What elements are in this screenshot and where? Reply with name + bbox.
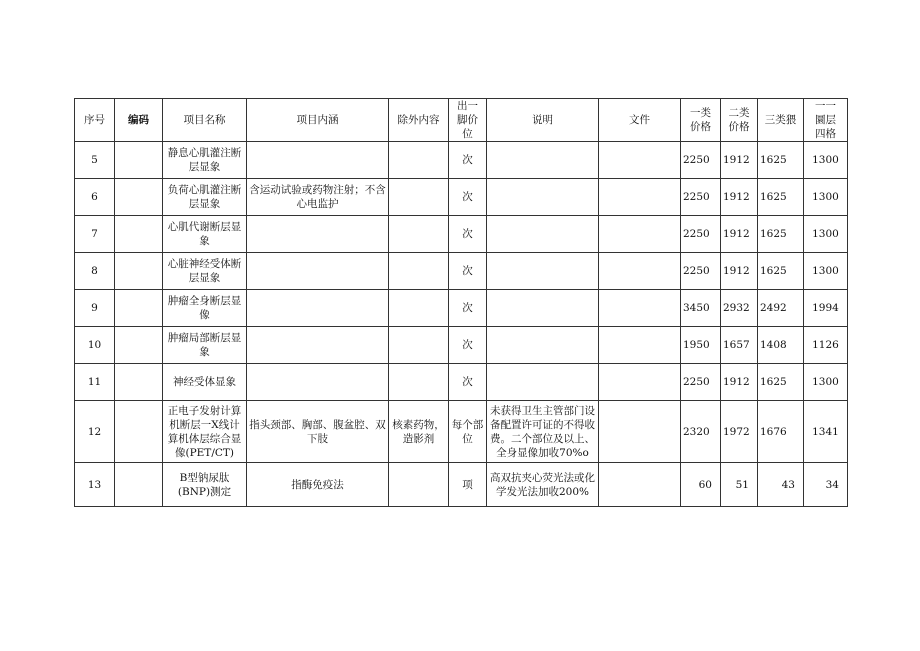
row-desc [487, 179, 599, 216]
row-seq: 10 [75, 327, 115, 364]
row-doc [599, 142, 681, 179]
row-doc [599, 463, 681, 507]
header-price-2: 二类 价格 [721, 99, 758, 142]
row-content [247, 327, 389, 364]
row-price-4: 1341 [804, 401, 848, 463]
row-price-1: 3450 [681, 290, 721, 327]
row-content: 含运动试验或药物注射；不含心电监护 [247, 179, 389, 216]
header-content: 项目内涵 [247, 99, 389, 142]
row-price-3: 1625 [758, 179, 804, 216]
row-price-2: 51 [721, 463, 758, 507]
row-code [115, 290, 163, 327]
row-price-1: 2250 [681, 179, 721, 216]
row-excluded [389, 364, 449, 401]
row-code [115, 253, 163, 290]
row-excluded [389, 253, 449, 290]
row-doc [599, 364, 681, 401]
row-unit: 次 [449, 290, 487, 327]
table-row [75, 216, 848, 253]
row-price-2: 1657 [721, 327, 758, 364]
row-price-3: 1625 [758, 364, 804, 401]
row-price-4: 1300 [804, 253, 848, 290]
row-excluded [389, 216, 449, 253]
row-content: 指酶免疫法 [247, 463, 389, 507]
row-unit: 项 [449, 463, 487, 507]
row-desc [487, 142, 599, 179]
row-excluded [389, 142, 449, 179]
row-price-4: 1300 [804, 142, 848, 179]
row-seq: 5 [75, 142, 115, 179]
row-code [115, 216, 163, 253]
price-table [74, 98, 848, 507]
table-row [75, 327, 848, 364]
row-price-4: 1300 [804, 364, 848, 401]
row-price-4: 1126 [804, 327, 848, 364]
row-content [247, 142, 389, 179]
row-content [247, 364, 389, 401]
row-doc [599, 216, 681, 253]
header-price-1: 一类 价格 [681, 99, 721, 142]
row-code [115, 463, 163, 507]
row-price-4: 1300 [804, 179, 848, 216]
row-doc [599, 327, 681, 364]
row-price-3: 43 [758, 463, 804, 507]
row-content [247, 290, 389, 327]
header-unit: 出一 脚价 位 [449, 99, 487, 142]
table-row [75, 463, 848, 507]
row-name: 静息心肌灌注断层显象 [163, 142, 247, 179]
row-price-1: 2250 [681, 216, 721, 253]
row-seq: 12 [75, 401, 115, 463]
table-row [75, 401, 848, 463]
row-price-1: 60 [681, 463, 721, 507]
row-code [115, 142, 163, 179]
row-excluded [389, 463, 449, 507]
row-price-1: 2250 [681, 253, 721, 290]
row-price-3: 1625 [758, 142, 804, 179]
row-desc [487, 216, 599, 253]
row-unit: 次 [449, 179, 487, 216]
header-excluded: 除外内容 [389, 99, 449, 142]
header-code: 编码 [115, 99, 163, 142]
row-desc [487, 290, 599, 327]
row-desc [487, 253, 599, 290]
row-price-2: 1912 [721, 216, 758, 253]
row-price-1: 1950 [681, 327, 721, 364]
row-doc [599, 253, 681, 290]
row-doc [599, 401, 681, 463]
row-name: 神经受体显象 [163, 364, 247, 401]
header-row [75, 99, 848, 142]
row-name: 负荷心肌灌注断层显象 [163, 179, 247, 216]
row-name: 正电子发射计算机断层一X线计算机体层综合显像(PET/CT) [163, 401, 247, 463]
row-content [247, 216, 389, 253]
row-desc: 未获得卫生主管部门设备配置许可证的不得收费。二个部位及以上、全身显像加收70%o [487, 401, 599, 463]
row-seq: 8 [75, 253, 115, 290]
row-unit: 次 [449, 142, 487, 179]
row-code [115, 327, 163, 364]
row-desc [487, 327, 599, 364]
row-price-3: 1676 [758, 401, 804, 463]
row-name: 肿瘤局部断层显象 [163, 327, 247, 364]
row-unit: 次 [449, 327, 487, 364]
row-name: 肿瘤全身断层显像 [163, 290, 247, 327]
row-seq: 9 [75, 290, 115, 327]
row-seq: 7 [75, 216, 115, 253]
table-row [75, 290, 848, 327]
row-price-4: 34 [804, 463, 848, 507]
row-excluded: 核素药物，造影剂 [389, 401, 449, 463]
row-price-1: 2250 [681, 142, 721, 179]
row-code [115, 179, 163, 216]
row-name: 心肌代谢断层显象 [163, 216, 247, 253]
row-code [115, 364, 163, 401]
row-price-3: 1625 [758, 216, 804, 253]
row-seq: 13 [75, 463, 115, 507]
row-price-2: 1912 [721, 364, 758, 401]
header-desc: 说明 [487, 99, 599, 142]
table-row [75, 364, 848, 401]
row-content: 指头颈部、胸部、腹盆腔、双下肢 [247, 401, 389, 463]
row-price-3: 1408 [758, 327, 804, 364]
row-excluded [389, 290, 449, 327]
row-doc [599, 179, 681, 216]
row-price-2: 1972 [721, 401, 758, 463]
row-excluded [389, 327, 449, 364]
row-content [247, 253, 389, 290]
row-price-4: 1300 [804, 216, 848, 253]
row-price-2: 1912 [721, 179, 758, 216]
header-name: 项目名称 [163, 99, 247, 142]
row-price-1: 2250 [681, 364, 721, 401]
row-price-3: 2492 [758, 290, 804, 327]
row-price-2: 1912 [721, 253, 758, 290]
row-doc [599, 290, 681, 327]
header-price-3: 三类猥 [758, 99, 804, 142]
row-code [115, 401, 163, 463]
row-price-2: 1912 [721, 142, 758, 179]
row-price-1: 2320 [681, 401, 721, 463]
row-price-3: 1625 [758, 253, 804, 290]
table-row [75, 253, 848, 290]
row-seq: 6 [75, 179, 115, 216]
header-price-4: 一一 圜层 四格 [804, 99, 848, 142]
header-seq: 序号 [75, 99, 115, 142]
row-excluded [389, 179, 449, 216]
row-unit: 次 [449, 216, 487, 253]
row-price-4: 1994 [804, 290, 848, 327]
row-name: 心脏神经受体断层显象 [163, 253, 247, 290]
table-row [75, 142, 848, 179]
header-doc: 文件 [599, 99, 681, 142]
row-price-2: 2932 [721, 290, 758, 327]
row-unit: 次 [449, 253, 487, 290]
row-desc: 高双抗夹心荧光法或化学发光法加收200% [487, 463, 599, 507]
row-name: B型钠尿肽(BNP)测定 [163, 463, 247, 507]
row-unit: 每个部位 [449, 401, 487, 463]
row-desc [487, 364, 599, 401]
row-seq: 11 [75, 364, 115, 401]
row-unit: 次 [449, 364, 487, 401]
table-row [75, 179, 848, 216]
